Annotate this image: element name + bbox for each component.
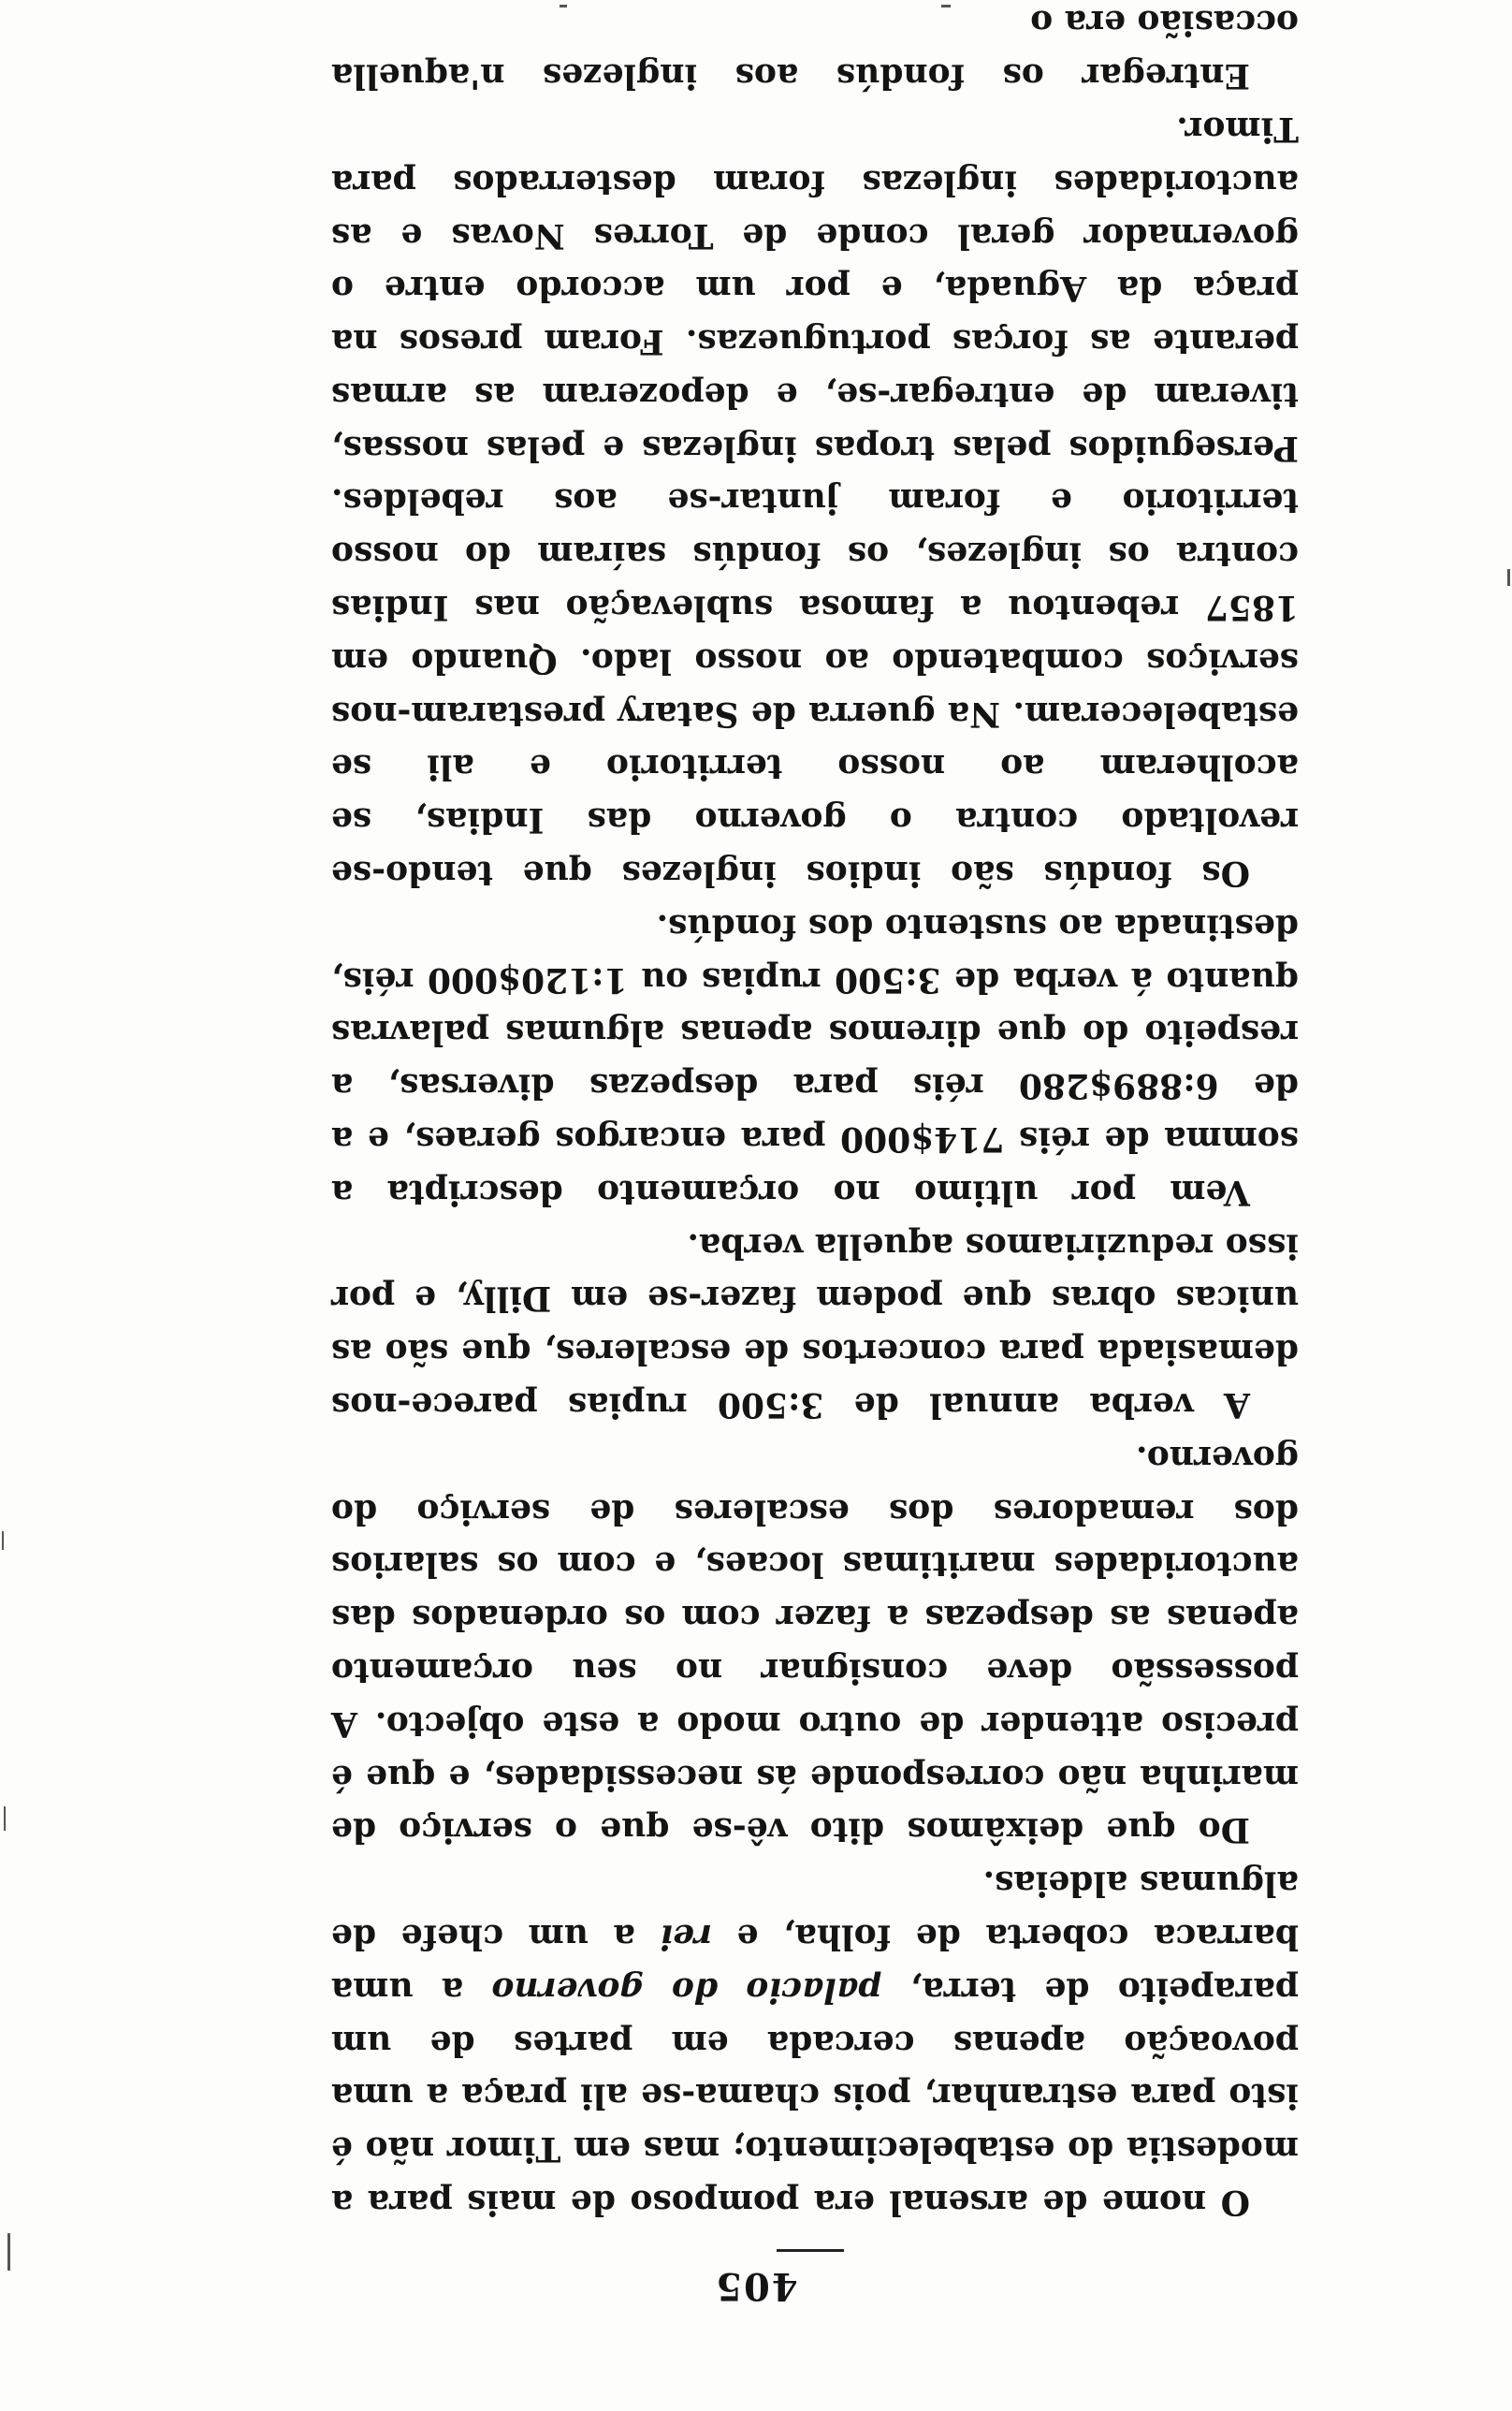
- scan-speck: [7, 2233, 10, 2271]
- scan-speck: [2, 1531, 4, 1550]
- paragraph-verba-annual: A verba annual de 3:500 rupias parece-nos demasiada para concertos de escaleres, que são as unicas obras que podem fazer-se em Dilly, e por isso reduziriamos aquella verba.: [331, 1225, 1299, 1425]
- header-rule: [777, 2249, 844, 2252]
- italic-word-rei: rei: [660, 1917, 712, 1957]
- scan-speck: [4, 1806, 6, 1831]
- paragraph-arsenal: O nome de arsenal era pomposo de mais para a modestia do estabelecimento; mas em Timor não é isto para estranhar, pois chama-se ali praça a uma povoação apenas cercada em partes de um parapeito de terra, palacio do governo a uma barraca coberta de folha, e rei a um chefe de algumas aldeias.: [330, 1863, 1299, 2222]
- paragraph-orcamento: Vem por ultimo no orçamento descripta a somma de réis 714$000 para encargos geraes, e a de 6:889$280 réis para despezas diversas, a respeito do que diremos apenas algumas palavras quanto á verba de 3:500 rupias ou 1:120$000 réis, destinada ao sustento dos fondús.: [331, 906, 1299, 1212]
- page-number: 405: [714, 2264, 798, 2308]
- body-text: [331, 0, 1299, 2228]
- italic-phrase-palacio: palacio do governo: [491, 1969, 882, 2009]
- paragraph-entregar: Entregar os fondús aos inglezes n'aquella occasião era o: [331, 3, 1299, 96]
- scan-speck: [560, 5, 567, 7]
- scan-speck: [941, 5, 951, 7]
- paragraph-marinha: Do que deixâmos dito vê-se que o serviço de marinha não corresponde ás necessidades, e que é preciso attender de outro modo a este objecto. A possessão deve consignar no seu orçamento apenas as despezas a fazer com os ordenados das auctoridades maritimas locaes, e com os salarios dos remadores dos escaleres de serviço do governo.: [331, 1438, 1299, 1850]
- paragraph-fondus: Os fondús são indios inglezes que tendo-se revoltado contra o governo das Indias, se acolheram ao nosso territorio e ali se estabeleceram. Na guerra de Satary prestaram-nos serviços combatendo ao nosso lado. Quando em 1857 rebentou a famosa sublevação nas Indias contra os inglezes, os fondús saíram do nosso territorio e foram juntar-se aos rebeldes. Perseguidos pelas tropas inglezas e pelas nossas, tiveram de entregar-se, e depozeram as armas perante as forças portuguezas. Foram presos na praça da Aguada, e por um accordo entre o governador geral conde de Torres Novas e as auctoridades inglezas foram desterrados para Timor.: [331, 109, 1299, 894]
- scan-speck: [1507, 569, 1510, 586]
